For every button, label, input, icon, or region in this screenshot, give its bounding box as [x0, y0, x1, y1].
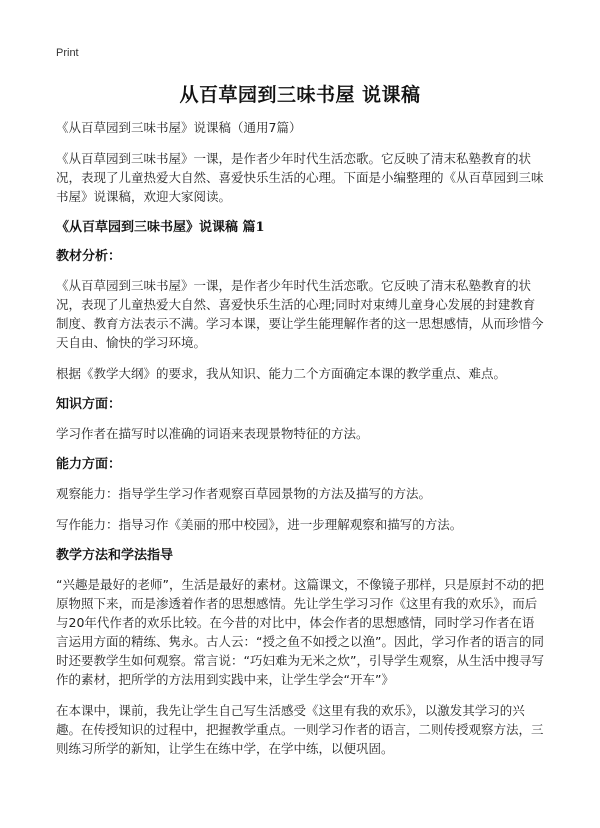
page-title: 从百草园到三味书屋 说课稿 [179, 84, 421, 106]
analysis-heading: 教材分析： [56, 249, 122, 264]
ability-heading: 能力方面： [56, 457, 122, 472]
analysis-paragraph-2: 根据《教学大纲》的要求，我从知识、能力二个方面确定本课的教学重点、难点。 [56, 366, 507, 381]
knowledge-paragraph: 学习作者在描写时以准确的词语来表现景物特征的方法。 [56, 426, 369, 441]
ability-paragraph-2: 写作能力：指导习作《美丽的邢中校园》，进一步理解观察和描写的方法。 [56, 517, 463, 532]
knowledge-heading: 知识方面： [56, 397, 122, 412]
analysis-paragraph-1: 《从百草园到三味书屋》一课，是作者少年时代生活恋歌。它反映了清末私塾教育的状况，表现了儿童热爱大自然、喜爱快乐生活的心理;同时对束缚儿童身心发展的封建教育制度、教育方法表示不满。学习本课，要让学生能理解作者的这一思想感情，从而珍惜今天自由、愉快的学习环境。 [56, 278, 544, 350]
method-heading: 教学方法和学法指导 [56, 548, 174, 563]
document-subtitle: 《从百草园到三味书屋》说课稿（通用7篇） [56, 120, 302, 135]
print-link[interactable]: Print [56, 47, 79, 59]
method-paragraph-2: 在本课中，课前，我先让学生自己写生活感受《这里有我的欢乐》，以激发其学习的兴趣。在传授知识的过程中，把握教学重点。一则学习作者的语言，二则传授观察方法，三则练习所学的新知，让学生在练中学，在学中练，以便巩固。 [56, 703, 544, 756]
document-body [56, 118, 546, 770]
article-heading: 《从百草园到三味书屋》说课稿 篇1 [56, 220, 265, 235]
intro-paragraph: 《从百草园到三味书屋》一课，是作者少年时代生活恋歌。它反映了清末私塾教育的状况，表现了儿童热爱大自然、喜爱快乐生活的心理。下面是小编整理的《从百草园到三味书屋》说课稿，欢迎大家阅读。 [56, 151, 544, 204]
ability-paragraph-1: 观察能力：指导学生学习作者观察百草园景物的方法及描写的方法。 [56, 486, 432, 501]
method-paragraph-1: “兴趣是最好的老师”，生活是最好的素材。这篇课文，不像镜子那样，只是原封不动的把原物照下来，而是渗透着作者的思想感情。先让学生学习习作《这里有我的欢乐》，而后与20年代作者的欢乐比较。在今昔的对比中，体会作者的思想感情，同时学习作者在语言运用方面的精练、隽永。古人云：“授之鱼不如授之以渔”。因此，学习作者的语言的同时还要教学生如何观察。常言说：“巧妇难为无米之炊”，引导学生观察，从生活中搜寻写作的素材，把所学的方法用到实践中来，让学生学会“开车”》 [56, 577, 544, 687]
